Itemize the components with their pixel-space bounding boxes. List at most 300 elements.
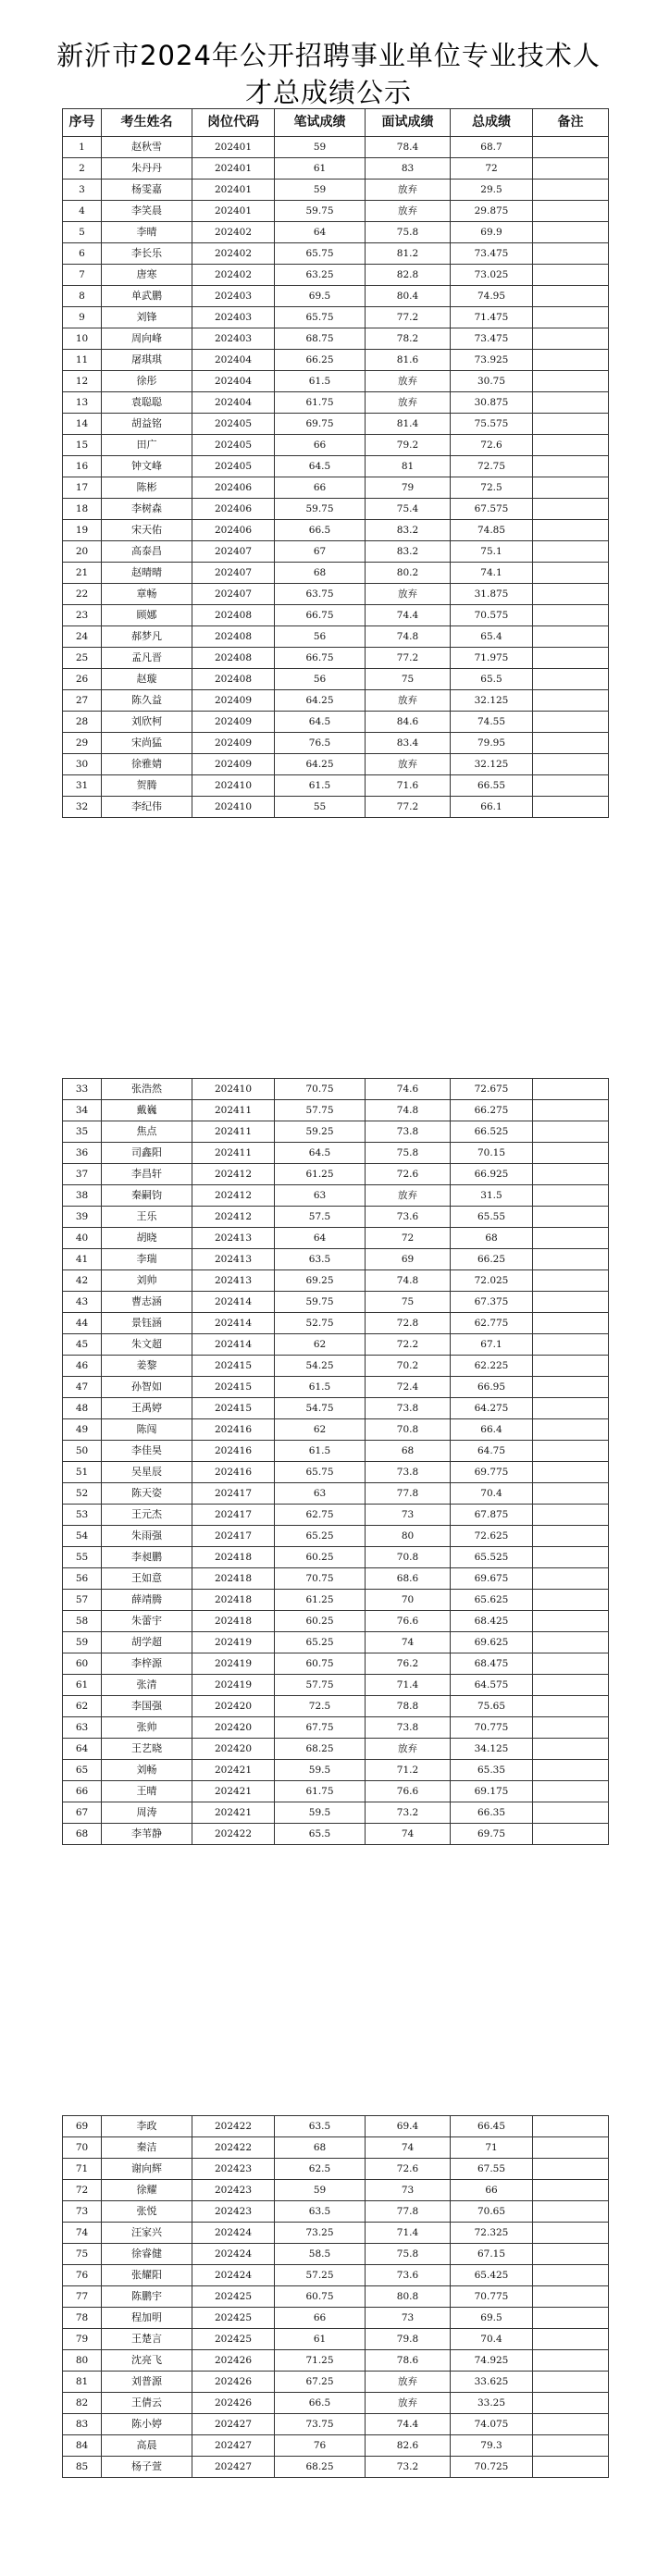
cell-remark	[533, 1483, 609, 1505]
cell-interview: 73	[366, 2180, 451, 2201]
cell-code: 202424	[192, 2223, 275, 2244]
table-row	[63, 350, 609, 371]
cell-name: 张帅	[102, 1717, 192, 1739]
cell-name: 田广	[102, 435, 192, 456]
cell-name: 王如意	[102, 1568, 192, 1590]
cell-total: 70.65	[451, 2201, 533, 2223]
cell-interview: 72	[366, 1228, 451, 1249]
cell-written: 60.75	[275, 1653, 366, 1675]
cell-remark	[533, 1590, 609, 1611]
cell-total: 65.525	[451, 1547, 533, 1568]
cell-interview: 70.8	[366, 1547, 451, 1568]
table-row	[63, 2159, 609, 2180]
cell-no: 81	[63, 2372, 102, 2393]
table-row	[63, 265, 609, 286]
cell-name: 李笑晨	[102, 201, 192, 222]
cell-no: 7	[63, 265, 102, 286]
table-row	[63, 541, 609, 563]
cell-written: 52.75	[275, 1313, 366, 1334]
cell-code: 202423	[192, 2201, 275, 2223]
cell-interview: 75.8	[366, 2244, 451, 2265]
cell-interview: 75.4	[366, 499, 451, 520]
cell-code: 202407	[192, 584, 275, 605]
cell-total: 69.675	[451, 1568, 533, 1590]
cell-code: 202417	[192, 1483, 275, 1505]
cell-written: 64.5	[275, 712, 366, 733]
cell-remark	[533, 1717, 609, 1739]
cell-written: 63.5	[275, 2201, 366, 2223]
cell-interview: 放弃	[366, 754, 451, 775]
cell-written: 68	[275, 563, 366, 584]
header-remark: 备注	[533, 109, 609, 137]
cell-name: 唐寒	[102, 265, 192, 286]
cell-name: 陈小婷	[102, 2414, 192, 2435]
table-row	[63, 2180, 609, 2201]
cell-no: 26	[63, 669, 102, 690]
cell-remark	[533, 1100, 609, 1121]
cell-code: 202423	[192, 2180, 275, 2201]
cell-remark	[533, 243, 609, 265]
cell-written: 60.75	[275, 2286, 366, 2308]
table-row	[63, 1781, 609, 1802]
table-row	[63, 1526, 609, 1547]
cell-total: 66.45	[451, 2116, 533, 2137]
cell-remark	[533, 1675, 609, 1696]
cell-code: 202410	[192, 1079, 275, 1100]
cell-no: 70	[63, 2137, 102, 2159]
cell-name: 李苇静	[102, 1824, 192, 1845]
cell-interview: 68.6	[366, 1568, 451, 1590]
cell-no: 75	[63, 2244, 102, 2265]
cell-interview: 70.2	[366, 1356, 451, 1377]
cell-no: 1	[63, 137, 102, 158]
cell-remark	[533, 371, 609, 392]
cell-interview: 73.8	[366, 1717, 451, 1739]
cell-code: 202417	[192, 1505, 275, 1526]
cell-total: 32.125	[451, 690, 533, 712]
cell-interview: 80.4	[366, 286, 451, 307]
cell-name: 陈闯	[102, 1419, 192, 1441]
cell-written: 61.5	[275, 775, 366, 797]
cell-total: 69.75	[451, 1824, 533, 1845]
cell-interview: 81.4	[366, 414, 451, 435]
cell-total: 69.9	[451, 222, 533, 243]
cell-code: 202426	[192, 2350, 275, 2372]
cell-name: 杨雯嘉	[102, 180, 192, 201]
cell-interview: 79.2	[366, 435, 451, 456]
cell-interview: 76.6	[366, 1781, 451, 1802]
cell-name: 朱文超	[102, 1334, 192, 1356]
cell-name: 王元杰	[102, 1505, 192, 1526]
cell-no: 25	[63, 648, 102, 669]
cell-name: 刘帅	[102, 1270, 192, 1292]
cell-name: 张悦	[102, 2201, 192, 2223]
table-row	[63, 733, 609, 754]
cell-name: 周涛	[102, 1802, 192, 1824]
cell-interview: 81.6	[366, 350, 451, 371]
cell-no: 58	[63, 1611, 102, 1632]
cell-name: 谢向辉	[102, 2159, 192, 2180]
table-row	[63, 2286, 609, 2308]
cell-total: 62.775	[451, 1313, 533, 1334]
cell-remark	[533, 180, 609, 201]
cell-remark	[533, 605, 609, 626]
cell-written: 61	[275, 158, 366, 180]
cell-interview: 76.6	[366, 1611, 451, 1632]
cell-written: 58.5	[275, 2244, 366, 2265]
cell-total: 29.875	[451, 201, 533, 222]
cell-no: 11	[63, 350, 102, 371]
cell-name: 陈天姿	[102, 1483, 192, 1505]
cell-written: 61.25	[275, 1590, 366, 1611]
cell-name: 孙智如	[102, 1377, 192, 1398]
cell-remark	[533, 1611, 609, 1632]
cell-written: 63.5	[275, 2116, 366, 2137]
cell-total: 74.55	[451, 712, 533, 733]
table-row	[63, 2414, 609, 2435]
table-row	[63, 2244, 609, 2265]
cell-remark	[533, 1228, 609, 1249]
cell-remark	[533, 350, 609, 371]
cell-name: 陈鹏宇	[102, 2286, 192, 2308]
cell-written: 57.75	[275, 1100, 366, 1121]
cell-code: 202404	[192, 371, 275, 392]
cell-interview: 放弃	[366, 1739, 451, 1760]
cell-code: 202418	[192, 1547, 275, 1568]
cell-code: 202420	[192, 1739, 275, 1760]
cell-no: 84	[63, 2435, 102, 2457]
cell-written: 66.5	[275, 520, 366, 541]
cell-no: 47	[63, 1377, 102, 1398]
cell-name: 刘畅	[102, 1760, 192, 1781]
cell-total: 66.55	[451, 775, 533, 797]
table-row	[63, 1760, 609, 1781]
cell-interview: 73.6	[366, 1207, 451, 1228]
cell-total: 33.625	[451, 2372, 533, 2393]
table-row	[63, 201, 609, 222]
cell-code: 202401	[192, 137, 275, 158]
cell-total: 72	[451, 158, 533, 180]
cell-written: 61.5	[275, 1441, 366, 1462]
table-row	[63, 243, 609, 265]
cell-no: 21	[63, 563, 102, 584]
cell-written: 63	[275, 1185, 366, 1207]
cell-code: 202407	[192, 563, 275, 584]
cell-no: 18	[63, 499, 102, 520]
cell-interview: 74.8	[366, 1100, 451, 1121]
cell-code: 202418	[192, 1568, 275, 1590]
table-row	[63, 499, 609, 520]
cell-interview: 82.8	[366, 265, 451, 286]
cell-interview: 80.2	[366, 563, 451, 584]
cell-total: 66.925	[451, 1164, 533, 1185]
cell-no: 69	[63, 2116, 102, 2137]
cell-remark	[533, 563, 609, 584]
cell-total: 75.65	[451, 1696, 533, 1717]
cell-no: 73	[63, 2201, 102, 2223]
cell-total: 72.625	[451, 1526, 533, 1547]
cell-written: 66	[275, 2308, 366, 2329]
table-row	[63, 1739, 609, 1760]
cell-remark	[533, 1760, 609, 1781]
cell-name: 汪家兴	[102, 2223, 192, 2244]
cell-name: 李昶鹏	[102, 1547, 192, 1568]
cell-remark	[533, 456, 609, 477]
cell-total: 72.5	[451, 477, 533, 499]
cell-interview: 77.2	[366, 797, 451, 818]
cell-interview: 73	[366, 2308, 451, 2329]
cell-name: 胡益铭	[102, 414, 192, 435]
cell-name: 刘普源	[102, 2372, 192, 2393]
cell-interview: 78.2	[366, 328, 451, 350]
cell-total: 34.125	[451, 1739, 533, 1760]
cell-code: 202414	[192, 1334, 275, 1356]
cell-remark	[533, 307, 609, 328]
cell-remark	[533, 1547, 609, 1568]
cell-name: 顾娜	[102, 605, 192, 626]
cell-code: 202413	[192, 1270, 275, 1292]
cell-code: 202414	[192, 1292, 275, 1313]
cell-no: 46	[63, 1356, 102, 1377]
cell-name: 王艺晓	[102, 1739, 192, 1760]
cell-code: 202418	[192, 1611, 275, 1632]
cell-no: 30	[63, 754, 102, 775]
cell-name: 刘欣柯	[102, 712, 192, 733]
cell-interview: 放弃	[366, 201, 451, 222]
cell-code: 202419	[192, 1653, 275, 1675]
cell-no: 62	[63, 1696, 102, 1717]
table-row	[63, 1228, 609, 1249]
cell-no: 34	[63, 1100, 102, 1121]
cell-code: 202410	[192, 797, 275, 818]
cell-name: 胡学超	[102, 1632, 192, 1653]
cell-written: 64.5	[275, 1143, 366, 1164]
cell-interview: 放弃	[366, 690, 451, 712]
cell-code: 202419	[192, 1632, 275, 1653]
table-row	[63, 1611, 609, 1632]
table-row	[63, 2201, 609, 2223]
cell-code: 202415	[192, 1356, 275, 1377]
cell-no: 31	[63, 775, 102, 797]
cell-total: 74.1	[451, 563, 533, 584]
cell-interview: 74.8	[366, 1270, 451, 1292]
cell-total: 66.525	[451, 1121, 533, 1143]
cell-no: 19	[63, 520, 102, 541]
cell-no: 37	[63, 1164, 102, 1185]
cell-remark	[533, 1143, 609, 1164]
cell-written: 66.25	[275, 350, 366, 371]
cell-name: 李长乐	[102, 243, 192, 265]
cell-remark	[533, 733, 609, 754]
cell-interview: 69	[366, 1249, 451, 1270]
cell-no: 80	[63, 2350, 102, 2372]
cell-code: 202406	[192, 477, 275, 499]
cell-interview: 放弃	[366, 371, 451, 392]
cell-interview: 75	[366, 1292, 451, 1313]
table-row	[63, 1632, 609, 1653]
cell-total: 70.15	[451, 1143, 533, 1164]
cell-code: 202409	[192, 733, 275, 754]
cell-no: 29	[63, 733, 102, 754]
cell-interview: 72.4	[366, 1377, 451, 1398]
cell-written: 65.75	[275, 307, 366, 328]
cell-no: 48	[63, 1398, 102, 1419]
cell-name: 李昌轩	[102, 1164, 192, 1185]
cell-written: 66.75	[275, 648, 366, 669]
table-row	[63, 1270, 609, 1292]
table-row	[63, 2372, 609, 2393]
title-line-1: 新沂市2024年公开招聘事业单位专业技术人	[56, 40, 601, 71]
table-row	[63, 1653, 609, 1675]
cell-written: 65.75	[275, 1462, 366, 1483]
cell-written: 64.5	[275, 456, 366, 477]
cell-written: 62.5	[275, 2159, 366, 2180]
cell-name: 李政	[102, 2116, 192, 2137]
cell-code: 202423	[192, 2159, 275, 2180]
cell-remark	[533, 435, 609, 456]
cell-written: 54.75	[275, 1398, 366, 1419]
cell-remark	[533, 265, 609, 286]
cell-name: 胡晓	[102, 1228, 192, 1249]
cell-interview: 81	[366, 456, 451, 477]
cell-interview: 放弃	[366, 392, 451, 414]
cell-remark	[533, 414, 609, 435]
cell-name: 宋尚猛	[102, 733, 192, 754]
cell-remark	[533, 2223, 609, 2244]
cell-total: 30.75	[451, 371, 533, 392]
cell-remark	[533, 158, 609, 180]
page-title	[0, 37, 657, 111]
cell-no: 15	[63, 435, 102, 456]
cell-interview: 80	[366, 1526, 451, 1547]
cell-no: 77	[63, 2286, 102, 2308]
cell-total: 66.25	[451, 1249, 533, 1270]
cell-interview: 77.2	[366, 307, 451, 328]
cell-total: 71	[451, 2137, 533, 2159]
cell-name: 孟凡晋	[102, 648, 192, 669]
table-row	[63, 328, 609, 350]
cell-interview: 72.6	[366, 2159, 451, 2180]
cell-total: 65.625	[451, 1590, 533, 1611]
cell-written: 63.5	[275, 1249, 366, 1270]
cell-no: 40	[63, 1228, 102, 1249]
cell-remark	[533, 1632, 609, 1653]
cell-interview: 71.4	[366, 1675, 451, 1696]
cell-total: 71.975	[451, 648, 533, 669]
cell-written: 69.75	[275, 414, 366, 435]
table-row	[63, 1675, 609, 1696]
table-row	[63, 1802, 609, 1824]
cell-written: 66	[275, 477, 366, 499]
cell-total: 29.5	[451, 180, 533, 201]
table-row	[63, 2137, 609, 2159]
cell-total: 67.375	[451, 1292, 533, 1313]
cell-interview: 放弃	[366, 2372, 451, 2393]
cell-no: 82	[63, 2393, 102, 2414]
table-row	[63, 392, 609, 414]
cell-remark	[533, 626, 609, 648]
cell-total: 67.875	[451, 1505, 533, 1526]
cell-code: 202411	[192, 1100, 275, 1121]
cell-remark	[533, 1398, 609, 1419]
table-row	[63, 2350, 609, 2372]
cell-interview: 73.2	[366, 2457, 451, 2478]
cell-code: 202416	[192, 1419, 275, 1441]
cell-written: 63	[275, 1483, 366, 1505]
cell-remark	[533, 2286, 609, 2308]
cell-name: 李纪伟	[102, 797, 192, 818]
table-row	[63, 1547, 609, 1568]
cell-written: 70.75	[275, 1079, 366, 1100]
cell-interview: 71.2	[366, 1760, 451, 1781]
cell-written: 68.25	[275, 1739, 366, 1760]
cell-interview: 73	[366, 1505, 451, 1526]
table-row	[63, 2308, 609, 2329]
cell-remark	[533, 2201, 609, 2223]
cell-total: 67.15	[451, 2244, 533, 2265]
cell-no: 20	[63, 541, 102, 563]
table-row	[63, 1079, 609, 1100]
cell-written: 56	[275, 626, 366, 648]
cell-total: 74.075	[451, 2414, 533, 2435]
cell-interview: 77.8	[366, 2201, 451, 2223]
cell-no: 14	[63, 414, 102, 435]
cell-name: 郝梦凡	[102, 626, 192, 648]
cell-name: 徐雅婧	[102, 754, 192, 775]
cell-written: 69.5	[275, 286, 366, 307]
cell-written: 61.5	[275, 371, 366, 392]
cell-code: 202404	[192, 350, 275, 371]
cell-code: 202415	[192, 1398, 275, 1419]
cell-no: 4	[63, 201, 102, 222]
cell-remark	[533, 1249, 609, 1270]
cell-remark	[533, 201, 609, 222]
cell-total: 68.7	[451, 137, 533, 158]
cell-no: 41	[63, 1249, 102, 1270]
cell-no: 44	[63, 1313, 102, 1334]
cell-name: 张浩然	[102, 1079, 192, 1100]
cell-remark	[533, 2244, 609, 2265]
cell-name: 赵璇	[102, 669, 192, 690]
cell-code: 202407	[192, 541, 275, 563]
cell-name: 王楚言	[102, 2329, 192, 2350]
cell-name: 袁聪聪	[102, 392, 192, 414]
cell-interview: 70	[366, 1590, 451, 1611]
cell-name: 李国强	[102, 1696, 192, 1717]
cell-no: 27	[63, 690, 102, 712]
cell-total: 67.55	[451, 2159, 533, 2180]
cell-no: 6	[63, 243, 102, 265]
cell-no: 35	[63, 1121, 102, 1143]
table-row	[63, 1590, 609, 1611]
cell-written: 64	[275, 1228, 366, 1249]
cell-written: 69.25	[275, 1270, 366, 1292]
table-row	[63, 2223, 609, 2244]
cell-code: 202413	[192, 1249, 275, 1270]
header-written: 笔试成绩	[275, 109, 366, 137]
cell-code: 202420	[192, 1717, 275, 1739]
cell-interview: 80.8	[366, 2286, 451, 2308]
cell-written: 62	[275, 1334, 366, 1356]
cell-interview: 82.6	[366, 2435, 451, 2457]
cell-name: 徐彤	[102, 371, 192, 392]
cell-code: 202420	[192, 1696, 275, 1717]
table-row	[63, 648, 609, 669]
cell-code: 202425	[192, 2308, 275, 2329]
cell-no: 74	[63, 2223, 102, 2244]
cell-remark	[533, 1739, 609, 1760]
cell-remark	[533, 584, 609, 605]
